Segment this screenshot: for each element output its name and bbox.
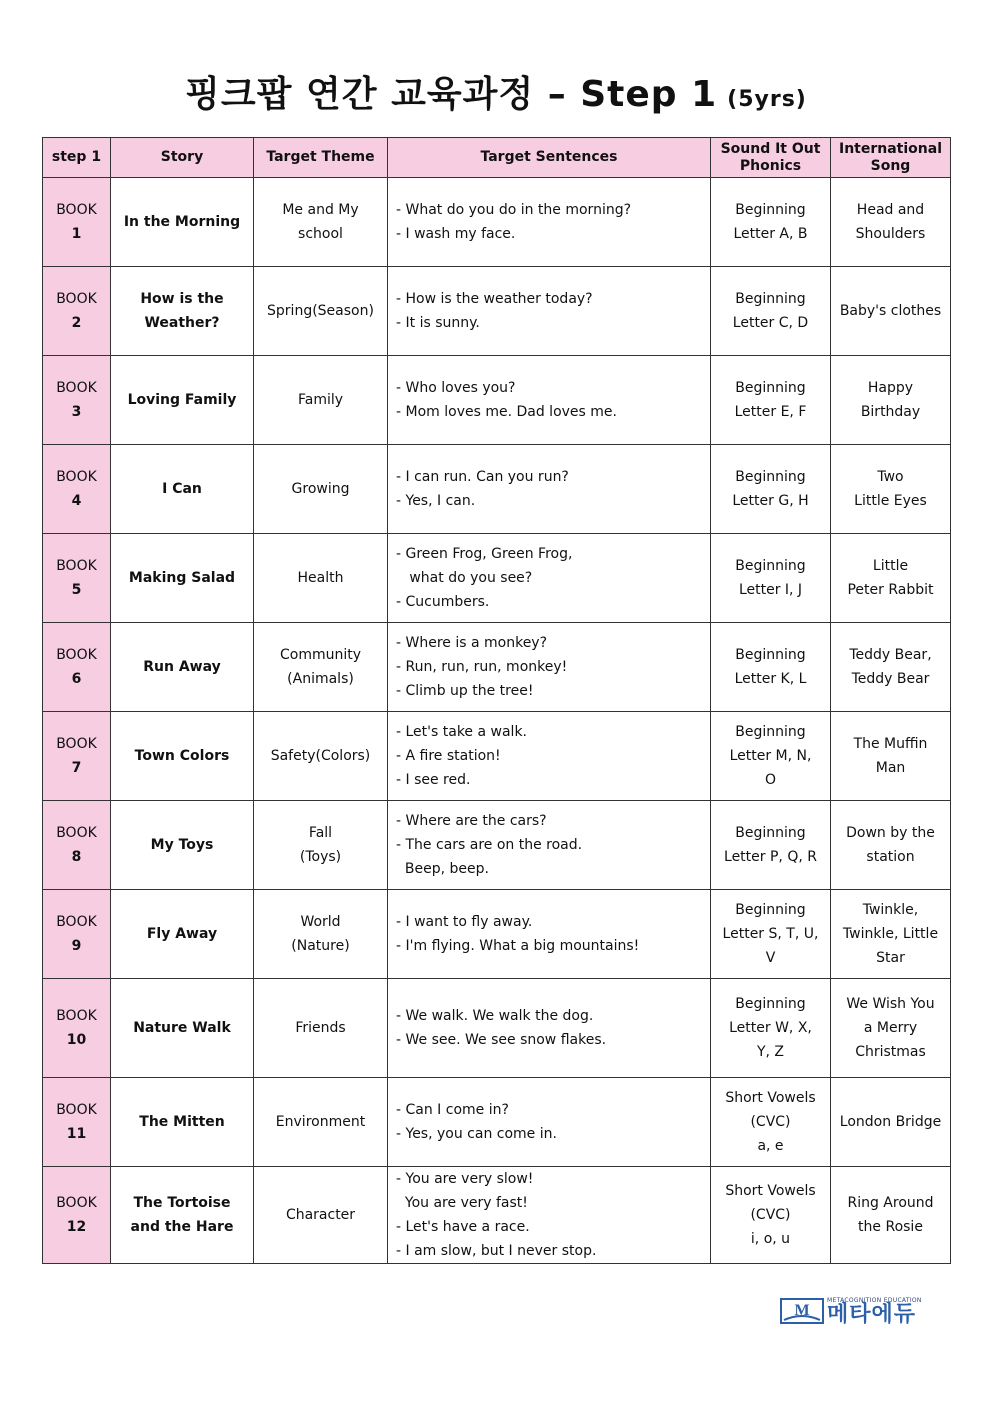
book-label: BOOK [56, 291, 97, 307]
logo-mark-letter: M [794, 1302, 810, 1319]
title-sub: (5yrs) [727, 87, 807, 112]
song-line: station [866, 849, 915, 865]
song-cell [831, 178, 951, 267]
theme-cell [254, 623, 388, 712]
song-line: Teddy Bear [851, 671, 930, 687]
story-line: The Mitten [139, 1114, 225, 1130]
book-number: 7 [71, 760, 82, 776]
song-line: Shoulders [855, 226, 926, 242]
theme-line: (Toys) [299, 849, 342, 865]
phonics-line: i, o, u [750, 1231, 791, 1247]
song-line: We Wish You [846, 996, 935, 1012]
page-title [0, 66, 992, 117]
story-cell [111, 623, 254, 712]
song-line: Teddy Bear, [849, 647, 932, 663]
header-step: step 1 [43, 138, 111, 178]
phonics-line: Letter S, T, U, [722, 926, 819, 942]
song-line: Man [875, 760, 906, 776]
sentence-line: - It is sunny. [396, 315, 480, 331]
story-cell [111, 178, 254, 267]
story-cell [111, 890, 254, 979]
sentence-line: - I'm flying. What a big mountains! [396, 938, 640, 954]
sentences-cell [388, 178, 711, 267]
story-line: Town Colors [134, 748, 230, 764]
song-line: Twinkle, [862, 902, 919, 918]
sentence-line: - Yes, you can come in. [396, 1126, 557, 1142]
theme-line: (Nature) [291, 938, 350, 954]
sentence-line: - Cucumbers. [396, 594, 490, 610]
table-row [43, 890, 951, 979]
sentence-line: Beep, beep. [396, 861, 489, 877]
phonics-line: Beginning [735, 558, 806, 574]
book-cell [43, 267, 111, 356]
sentences-cell [388, 356, 711, 445]
sentence-line: - I can run. Can you run? [396, 469, 569, 485]
table-row [43, 979, 951, 1078]
sentences-cell [388, 534, 711, 623]
phonics-line: Letter I, J [738, 582, 803, 598]
phonics-line: Short Vowels [725, 1090, 816, 1106]
song-line: the Rosie [858, 1219, 923, 1235]
book-label: BOOK [56, 1008, 97, 1024]
theme-line: Environment [275, 1114, 366, 1130]
header-story: Story [111, 138, 254, 178]
header-song-line: International [838, 140, 942, 157]
story-line: Making Salad [128, 570, 236, 586]
brand-logo [780, 1296, 922, 1326]
book-label: BOOK [56, 1195, 97, 1211]
theme-line: World [300, 914, 341, 930]
song-line: Head and [856, 202, 925, 218]
story-cell [111, 356, 254, 445]
table-row [43, 267, 951, 356]
song-cell [831, 445, 951, 534]
phonics-line: (CVC) [750, 1114, 791, 1130]
phonics-line: Beginning [735, 469, 806, 485]
logo-tagline: METACOGNITION EDUCATION [827, 1296, 922, 1304]
sentence-line: - How is the weather today? [396, 291, 593, 307]
story-cell [111, 712, 254, 801]
book-label: BOOK [56, 825, 97, 841]
theme-cell [254, 178, 388, 267]
story-line: In the Morning [123, 214, 241, 230]
book-cell [43, 445, 111, 534]
phonics-line: Short Vowels [725, 1183, 816, 1199]
phonics-line: Letter M, N, [729, 748, 812, 764]
phonics-line: Letter A, B [733, 226, 808, 242]
sentence-line: - A fire station! [396, 748, 501, 764]
story-cell [111, 267, 254, 356]
phonics-line: Beginning [735, 996, 806, 1012]
theme-line: (Animals) [287, 671, 354, 687]
theme-cell [254, 890, 388, 979]
book-cell [43, 712, 111, 801]
phonics-line: Letter E, F [734, 404, 807, 420]
song-line: Down by the [846, 825, 935, 841]
song-cell [831, 534, 951, 623]
phonics-line: Beginning [735, 647, 806, 663]
story-cell [111, 445, 254, 534]
story-line: Nature Walk [133, 1020, 231, 1036]
story-line: Fly Away [146, 926, 218, 942]
song-line: Christmas [855, 1044, 926, 1060]
table-row [43, 534, 951, 623]
sentence-line: - I see red. [396, 772, 471, 788]
song-line: Ring Around [847, 1195, 934, 1211]
table-row [43, 1167, 951, 1264]
phonics-cell [711, 445, 831, 534]
book-label: BOOK [56, 1102, 97, 1118]
theme-cell [254, 712, 388, 801]
theme-line: Character [285, 1207, 356, 1223]
song-line: Star [876, 950, 905, 966]
story-line: The Tortoise [133, 1195, 231, 1211]
song-line: Twinkle, Little [842, 926, 939, 942]
table-row [43, 623, 951, 712]
title-main: 핑크팝 연간 교육과정 – Step 1 [185, 74, 718, 115]
theme-cell [254, 534, 388, 623]
theme-cell [254, 979, 388, 1078]
theme-line: Spring(Season) [267, 303, 374, 319]
logo-text: 메타에듀 [827, 1301, 917, 1327]
book-cell [43, 356, 111, 445]
book-cell [43, 623, 111, 712]
sentence-line: - Who loves you? [396, 380, 516, 396]
song-cell [831, 979, 951, 1078]
phonics-cell [711, 623, 831, 712]
theme-line: Growing [291, 481, 350, 497]
song-line: Little Eyes [854, 493, 927, 509]
sentence-line: - Where are the cars? [396, 813, 547, 829]
phonics-line: Y, Z [756, 1044, 785, 1060]
book-number: 1 [71, 226, 82, 242]
story-line: Loving Family [127, 392, 237, 408]
song-line: Little [872, 558, 909, 574]
header-phonics-line: Phonics [739, 157, 802, 174]
phonics-cell [711, 356, 831, 445]
book-cell [43, 801, 111, 890]
book-cell [43, 1167, 111, 1264]
sentence-line: - Let's take a walk. [396, 724, 527, 740]
book-number: 6 [71, 671, 82, 687]
song-line: Birthday [860, 404, 921, 420]
table-row [43, 178, 951, 267]
book-label: BOOK [56, 558, 97, 574]
book-cell [43, 979, 111, 1078]
theme-line: Community [279, 647, 362, 663]
sentences-cell [388, 623, 711, 712]
book-label: BOOK [56, 202, 97, 218]
sentence-line: - We walk. We walk the dog. [396, 1008, 594, 1024]
header-song [831, 138, 951, 178]
phonics-cell [711, 801, 831, 890]
sentences-cell [388, 267, 711, 356]
phonics-line: (CVC) [750, 1207, 791, 1223]
sentences-cell [388, 801, 711, 890]
song-line: Two [877, 469, 904, 485]
table-row [43, 801, 951, 890]
table-row [43, 712, 951, 801]
phonics-line: Beginning [735, 380, 806, 396]
story-cell [111, 979, 254, 1078]
sentences-cell [388, 712, 711, 801]
phonics-cell [711, 1167, 831, 1264]
song-cell [831, 801, 951, 890]
story-line: I Can [162, 481, 202, 497]
song-cell [831, 1167, 951, 1264]
phonics-line: Letter C, D [732, 315, 809, 331]
book-cell [43, 178, 111, 267]
header-sentences: Target Sentences [388, 138, 711, 178]
story-line: and the Hare [130, 1219, 234, 1235]
book-cell [43, 1078, 111, 1167]
phonics-cell [711, 534, 831, 623]
song-cell [831, 1078, 951, 1167]
song-cell [831, 356, 951, 445]
book-cell [43, 890, 111, 979]
song-line: Baby's clothes [839, 303, 942, 319]
theme-cell [254, 1078, 388, 1167]
book-number: 2 [71, 315, 82, 331]
song-cell [831, 623, 951, 712]
header-song-line: Song [870, 157, 911, 174]
header-phonics-line: Sound It Out [720, 140, 821, 157]
book-number: 3 [71, 404, 82, 420]
story-line: My Toys [150, 837, 214, 853]
book-label: BOOK [56, 469, 97, 485]
sentences-cell [388, 445, 711, 534]
header-theme: Target Theme [254, 138, 388, 178]
theme-line: Fall [308, 825, 333, 841]
phonics-cell [711, 712, 831, 801]
book-number: 12 [66, 1219, 87, 1235]
phonics-cell [711, 178, 831, 267]
sentence-line: - Where is a monkey? [396, 635, 548, 651]
table-row [43, 445, 951, 534]
song-cell [831, 890, 951, 979]
sentence-line: - I want to fly away. [396, 914, 533, 930]
phonics-line: V [765, 950, 776, 966]
song-line: Peter Rabbit [847, 582, 934, 598]
table-body [43, 178, 951, 1264]
sentence-line: - Green Frog, Green Frog, [396, 546, 573, 562]
table-header-row [43, 138, 951, 178]
book-logo-icon [780, 1298, 824, 1324]
phonics-cell [711, 890, 831, 979]
theme-line: Health [297, 570, 344, 586]
phonics-line: O [764, 772, 777, 788]
book-label: BOOK [56, 914, 97, 930]
phonics-cell [711, 1078, 831, 1167]
sentence-line: You are very fast! [396, 1195, 528, 1211]
book-number: 11 [66, 1126, 87, 1142]
phonics-line: Letter K, L [734, 671, 807, 687]
book-label: BOOK [56, 380, 97, 396]
phonics-line: Letter W, X, [729, 1020, 812, 1036]
phonics-line: a, e [757, 1138, 784, 1154]
book-number: 5 [71, 582, 82, 598]
sentence-line: - You are very slow! [396, 1171, 534, 1187]
story-cell [111, 1167, 254, 1264]
phonics-line: Beginning [735, 202, 806, 218]
book-number: 4 [71, 493, 82, 509]
song-line: a Merry [863, 1020, 918, 1036]
song-cell [831, 267, 951, 356]
story-cell [111, 534, 254, 623]
phonics-line: Letter P, Q, R [724, 849, 817, 865]
story-line: Run Away [143, 659, 221, 675]
sentences-cell [388, 890, 711, 979]
song-line: Happy [867, 380, 914, 396]
sentences-cell [388, 1078, 711, 1167]
theme-line: Family [297, 392, 344, 408]
phonics-line: Beginning [735, 724, 806, 740]
sentence-line: - I am slow, but I never stop. [396, 1243, 597, 1259]
song-line: London Bridge [839, 1114, 942, 1130]
theme-cell [254, 356, 388, 445]
sentence-line: - Mom loves me. Dad loves me. [396, 404, 617, 420]
sentences-cell [388, 979, 711, 1078]
sentence-line: - Can I come in? [396, 1102, 509, 1118]
story-cell [111, 801, 254, 890]
phonics-cell [711, 267, 831, 356]
sentence-line: - Run, run, run, monkey! [396, 659, 568, 675]
phonics-cell [711, 979, 831, 1078]
sentence-line: - Climb up the tree! [396, 683, 534, 699]
book-number: 10 [66, 1032, 87, 1048]
book-label: BOOK [56, 736, 97, 752]
theme-line: Friends [295, 1020, 346, 1036]
sentence-line: what do you see? [396, 570, 533, 586]
sentence-line: - Let's have a race. [396, 1219, 530, 1235]
sentence-line: - What do you do in the morning? [396, 202, 632, 218]
table-row [43, 356, 951, 445]
theme-line: Safety(Colors) [270, 748, 371, 764]
curriculum-table [42, 137, 951, 1264]
sentence-line: - Yes, I can. [396, 493, 476, 509]
theme-cell [254, 1167, 388, 1264]
header-phonics [711, 138, 831, 178]
theme-line: school [298, 226, 343, 242]
sentence-line: - The cars are on the road. [396, 837, 583, 853]
phonics-line: Beginning [735, 825, 806, 841]
theme-cell [254, 267, 388, 356]
theme-line: Me and My [282, 202, 359, 218]
sentence-line: - We see. We see snow flakes. [396, 1032, 607, 1048]
table-row [43, 1078, 951, 1167]
book-number: 8 [71, 849, 82, 865]
song-line: The Muffin [853, 736, 928, 752]
theme-cell [254, 801, 388, 890]
story-cell [111, 1078, 254, 1167]
story-line: Weather? [144, 315, 220, 331]
sentences-cell [388, 1167, 711, 1264]
book-cell [43, 534, 111, 623]
theme-cell [254, 445, 388, 534]
story-line: How is the [140, 291, 224, 307]
phonics-line: Beginning [735, 902, 806, 918]
sentence-line: - I wash my face. [396, 226, 516, 242]
phonics-line: Letter G, H [732, 493, 809, 509]
book-label: BOOK [56, 647, 97, 663]
song-cell [831, 712, 951, 801]
book-number: 9 [71, 938, 82, 954]
phonics-line: Beginning [735, 291, 806, 307]
